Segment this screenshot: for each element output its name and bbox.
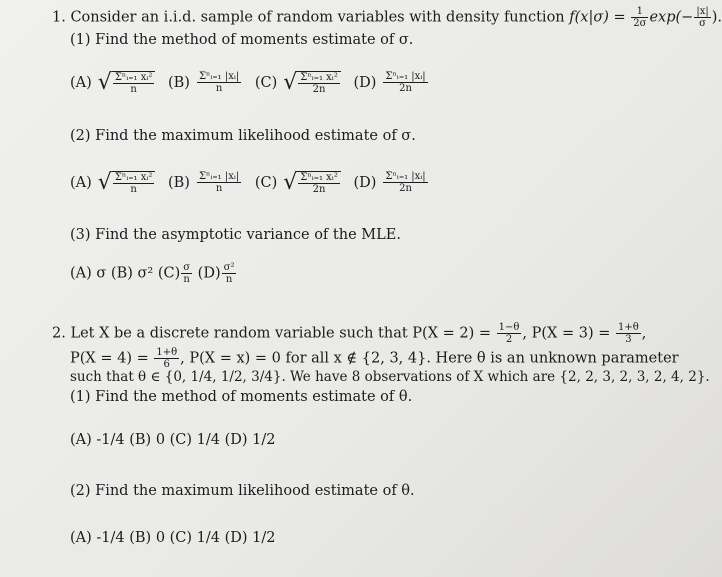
q1-sub2-option-b: $\frac{\text{Σⁿᵢ₌₁ |xᵢ|}}{n}$ — [198, 171, 240, 194]
q1-sub2-option-d: $\frac{\text{Σⁿᵢ₌₁ |xᵢ|}}{2n}$ — [385, 171, 426, 194]
q1-density-exp: exp(− — [649, 9, 694, 26]
q1-sub3: (3) Find the asymptotic variance of the MLE. — [70, 227, 401, 243]
q2-sub1-options: (A) -1/4 (B) 0 (C) 1/4 (D) 1/2 — [70, 432, 276, 448]
q2-sub2: (2) Find the maximum likelihood estimate of θ. — [70, 483, 415, 499]
q2-p4-frac: $\frac{1+\theta}{6}$ — [156, 347, 178, 370]
q1-sub1-option-d: $\frac{\text{Σⁿᵢ₌₁ |xᵢ|}}{2n}$ — [385, 71, 426, 94]
q2-line2: P(X = 4) = $\frac{1+\theta}{6}$ , P(X = x) = 0 for all x ∉ {2, 3, 4}. Here θ is an unknown parameter — [70, 347, 679, 370]
q2-line1: 2. Let X be a discrete random variable such that P(X = 2) = $\frac{1-\theta}{2}$ , P(X = 3) = $\frac{1+\theta}{3}$ , — [52, 322, 647, 345]
q1-sub3-options: (A) σ (B) σ² (C) $\frac{\sigma}{n}$ (D) $\frac{\text{σ²}}{n}$ — [70, 262, 235, 285]
q1-sub1-option-b: $\frac{\text{Σⁿᵢ₌₁ |xᵢ|}}{n}$ — [198, 71, 240, 94]
q1-sub2-option-c: √ $\frac{\text{Σⁿᵢ₌₁ xᵢ²}}{2n}$ — [283, 170, 341, 195]
q1-sub3-option-a: (A) σ — [70, 265, 107, 282]
q1-sub2: (2) Find the maximum likelihood estimate of σ. — [70, 128, 416, 144]
q1-density: f(x|σ) = — [569, 9, 631, 26]
q2-p3-frac: $\frac{1+\theta}{3}$ — [618, 322, 639, 345]
q1-sub3-option-c: $\frac{\sigma}{n}$ — [183, 262, 191, 285]
q2-line3: such that θ ∈ {0, 1/4, 1/2, 3/4}. We have 8 observations of X which are {2, 2, 3, 2, 3, 2, 4, 2}. — [70, 369, 710, 385]
q1-sub2-option-a: √ $\frac{\text{Σⁿᵢ₌₁ xᵢ²}}{n}$ — [98, 170, 156, 195]
q2-sub2-options: (A) -1/4 (B) 0 (C) 1/4 (D) 1/2 — [70, 530, 276, 546]
q1-density-close: ). — [711, 9, 722, 26]
q1-density-frac: $\frac{1}{2\sigma}$ — [633, 6, 647, 29]
q1-sub3-option-d: $\frac{\text{σ²}}{n}$ — [223, 262, 235, 285]
q1-intro-line — [52, 6, 722, 29]
q1-sub1-option-a: √ $\frac{\text{Σⁿᵢ₌₁ xᵢ²}}{n}$ — [98, 70, 156, 95]
q2-p2-frac: $\frac{1-\theta}{2}$ — [498, 322, 520, 345]
q1-density-exp-frac: $\frac{|x|}{\sigma}$ — [696, 6, 709, 29]
q1-sub2-options: (A) √ $\frac{\text{Σⁿᵢ₌₁ xᵢ²}}{n}$ (B) $\frac{\text{Σⁿᵢ₌₁ |xᵢ|}}{n}$ (C) √ $\frac{\text{Σⁿᵢ₌₁ xᵢ²}}{2n}$ (D) $\frac{\text{Σⁿᵢ₌₁ |xᵢ|}}{2n}$ — [70, 170, 426, 195]
q2-sub1: (1) Find the method of moments estimate of θ. — [70, 389, 413, 405]
q1-sub1-options: (A) √ $\frac{\text{Σⁿᵢ₌₁ xᵢ²}}{n}$ (B) $\frac{\text{Σⁿᵢ₌₁ |xᵢ|}}{n}$ (C) √ $\frac{\text{Σⁿᵢ₌₁ xᵢ²}}{2n}$ (D) $\frac{\text{Σⁿᵢ₌₁ |xᵢ|}}{2n}$ — [70, 70, 426, 95]
q1-intro: 1. Consider an i.i.d. sample of random variables with density function — [52, 9, 565, 26]
q1-sub1: (1) Find the method of moments estimate of σ. — [70, 32, 414, 48]
q1-sub1-option-c: √ $\frac{\text{Σⁿᵢ₌₁ xᵢ²}}{2n}$ — [283, 70, 341, 95]
q1-sub3-option-b: (B) σ² — [110, 265, 154, 282]
